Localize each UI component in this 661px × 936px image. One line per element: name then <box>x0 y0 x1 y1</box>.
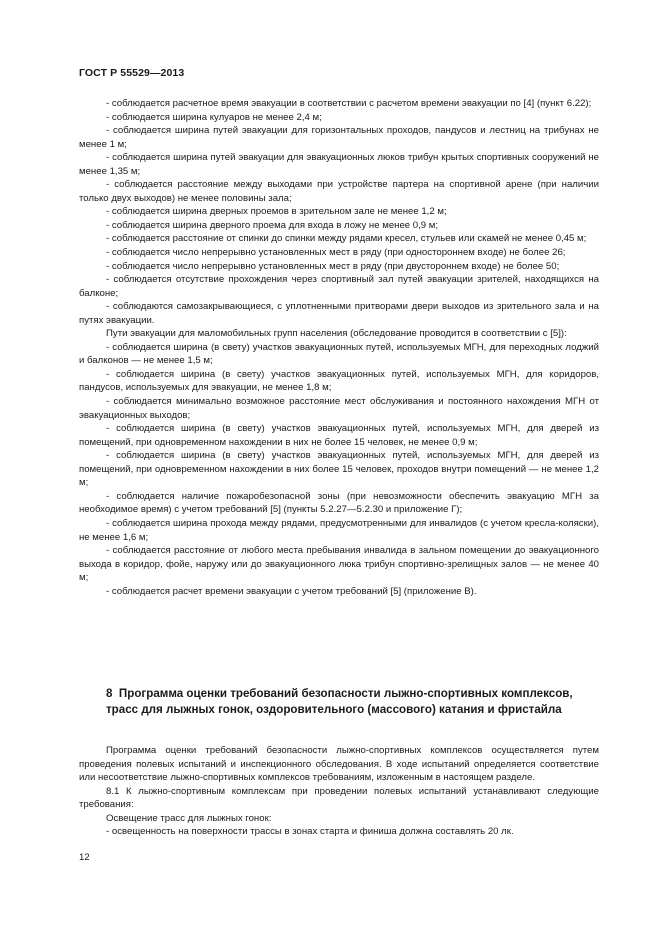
list-item: - соблюдается ширина путей эвакуации для эвакуационных люков трибун крытых спортивных сооружений не менее 1,35 м; <box>79 152 599 177</box>
list-item: - соблюдается ширина (в свету) участков эвакуационных путей, используемых МГН, для дверей из помещений, при одновременном нахождении в них не более 15 человек, не менее 0,9 м; <box>79 423 599 448</box>
page-number: 12 <box>79 852 90 863</box>
section-heading <box>79 686 599 719</box>
list-item: - соблюдается расстояние от любого места пребывания инвалида в зальном помещении до эвакуационного выхода в коридор, фойе, наружу или до эвакуационного люка трибун спортивно-зрелищных залов — не менее 40 м; <box>79 545 599 584</box>
document-header: ГОСТ Р 55529—2013 <box>79 67 185 79</box>
mgn-intro-paragraph: Пути эвакуации для маломобильных групп населения (обследование проводится в соответствии с [5]): <box>106 328 567 340</box>
paragraph: Программа оценки требований безопасности лыжно-спортивных комплексов осуществляется путем проведения полевых испытаний и инспекционного обследования. В ходе испытаний определяется соответствие или несоответствие лыжно-спортивных комплексов требованиям, изложенным в настоящем разделе. <box>79 745 599 784</box>
section-number: 8 <box>106 687 113 700</box>
paragraph: Освещение трасс для лыжных гонок: <box>106 812 272 824</box>
list-item: - соблюдается минимально возможное расстояние мест обслуживания и постоянного нахождения МГН от эвакуационных выходов; <box>79 396 599 421</box>
list-item: - соблюдается ширина прохода между рядами, предусмотренными для инвалидов (с учетом кресла-коляски), не менее 1,6 м; <box>79 517 599 543</box>
list-item: - освещенность на поверхности трассы в зонах старта и финиша должна составлять 20 лк. <box>106 826 514 838</box>
list-item: - соблюдается ширина (в свету) участков эвакуационных путей, используемых МГН, для переходных лоджий и балконов — не менее 1,5 м; <box>79 341 599 367</box>
section-title: Программа оценки требований безопасности лыжно-спортивных комплексов, трасс для лыжных гонок, оздоровительного (массового) катания и фристайла <box>106 687 573 717</box>
list-item: - соблюдается ширина дверных проемов в зрительном зале не менее 1,2 м; <box>106 206 447 218</box>
list-item: - соблюдается наличие пожаробезопасной зоны (при невозможности обеспечить эвакуацию МГН за необходимое время) с учетом требований [5] (пункты 5.2.27—5.2.30 и приложение Г); <box>79 490 599 516</box>
list-item: - соблюдается число непрерывно установленных мест в ряду (при одностороннем входе) не более 26; <box>106 247 566 259</box>
main-text <box>79 97 599 598</box>
list-item: - соблюдается отсутствие прохождения через спортивный зал путей эвакуации зрителей, находящихся на балконе; <box>79 274 599 299</box>
list-item: - соблюдается расстояние между выходами при устройстве партера на спортивной арене (при наличии только двух выходов) не менее половины зала; <box>79 179 599 204</box>
list-item: - соблюдается расчет времени эвакуации с учетом требований [5] (приложение В). <box>106 585 477 597</box>
list-item: - соблюдается ширина (в свету) участков эвакуационных путей, используемых МГН, для дверей из помещений, при одновременном нахождении в них более 15 человек, проходов внутри помещений — не менее 1,2 м; <box>79 450 599 489</box>
list-item: - соблюдаются самозакрывающиеся, с уплотненными притворами двери выходов из зрительного зала и на путях эвакуации. <box>79 301 599 326</box>
section-body <box>79 744 599 839</box>
list-item: - соблюдается ширина дверного проема для входа в ложу не менее 0,9 м; <box>106 219 439 231</box>
list-item: - соблюдается число непрерывно установленных мест в ряду (при двустороннем входе) не более 50; <box>106 260 560 272</box>
section-heading-text <box>79 686 599 719</box>
list-item: - соблюдается расчетное время эвакуации в соответствии с расчетом времени эвакуации по [4] (пункт 6.22); <box>106 98 592 109</box>
list-item: - соблюдается ширина путей эвакуации для горизонтальных проходов, пандусов и лестниц на трибунах не менее 1 м; <box>79 125 599 150</box>
paragraph: 8.1 К лыжно-спортивным комплексам при проведении полевых испытаний устанавливают следующие требования: <box>79 785 599 811</box>
list-item: - соблюдается расстояние от спинки до спинки между рядами кресел, стульев или скамей не менее 0,45 м; <box>106 233 587 245</box>
list-item: - соблюдается ширина кулуаров не менее 2,4 м; <box>106 111 322 123</box>
list-item: - соблюдается ширина (в свету) участков эвакуационных путей, используемых МГН, для коридоров, пандусов, используемых для эвакуации, не менее 1,8 м; <box>79 368 599 394</box>
